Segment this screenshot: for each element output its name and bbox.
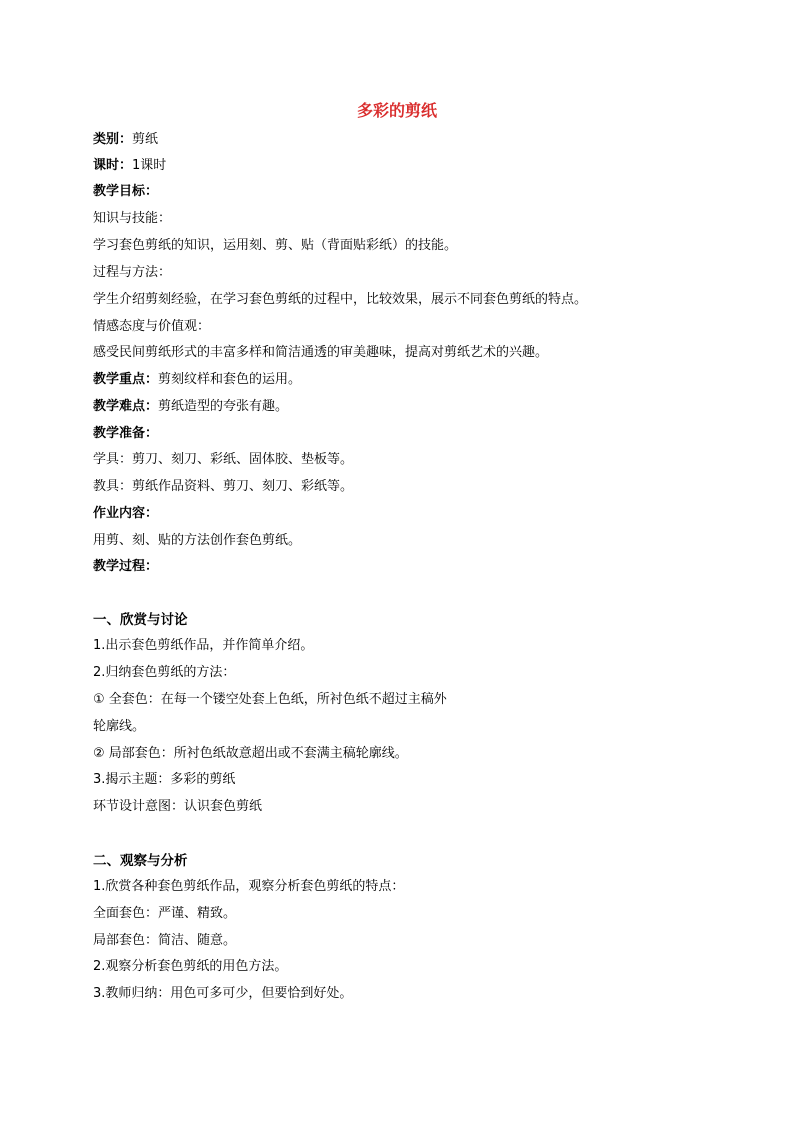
hours-value: 1课时	[132, 158, 167, 173]
objectives-heading: 教学目标：	[93, 184, 159, 199]
knowledge-text: 学习套色剪纸的知识，运用刻、剪、贴（背面贴彩纸）的技能。	[93, 238, 458, 253]
section1-line5: ② 局部套色：所衬色纸故意超出或不套满主稿轮廓线。	[93, 746, 408, 761]
hours-label: 课时：	[93, 158, 133, 173]
section1-line2: 2.归纳套色剪纸的方法：	[93, 665, 236, 680]
section2-line2: 全面套色：严谨、精致。	[93, 906, 237, 921]
section2-line1: 1.欣赏各种套色剪纸作品，观察分析套色剪纸的特点：	[93, 879, 405, 894]
emotion-text: 感受民间剪纸形式的丰富多样和简洁通透的审美趣味，提高对剪纸艺术的兴趣。	[93, 345, 549, 360]
knowledge-heading: 知识与技能：	[93, 211, 172, 226]
section1-line1: 1.出示套色剪纸作品，并作简单介绍。	[93, 638, 314, 653]
category-line	[93, 130, 158, 150]
section1-line4: 轮廓线。	[93, 719, 146, 734]
homework-text: 用剪、刻、贴的方法创作套色剪纸。	[93, 533, 302, 548]
preparation-heading: 教学准备：	[93, 426, 159, 441]
category-value: 剪纸	[132, 132, 159, 147]
section2-line3: 局部套色：简洁、随意。	[93, 933, 237, 948]
category-label: 类别：	[93, 132, 133, 147]
section1-line3: ① 全套色：在每一个镂空处套上色纸，所衬色纸不超过主稿外	[93, 692, 447, 707]
difficulty-text: 剪纸造型的夸张有趣。	[158, 399, 289, 414]
student-tools: 学具：剪刀、刻刀、彩纸、固体胶、垫板等。	[93, 452, 354, 467]
process-method-text: 学生介绍剪刻经验，在学习套色剪纸的过程中，比较效果，展示不同套色剪纸的特点。	[93, 292, 588, 307]
key-point-text: 剪刻纹样和套色的运用。	[158, 372, 302, 387]
homework-heading: 作业内容：	[93, 506, 159, 521]
section2-heading: 二、观察与分析	[93, 853, 188, 869]
section2-line5: 3.教师归纳：用色可多可少，但要恰到好处。	[93, 986, 353, 1001]
document-title: 多彩的剪纸	[356, 101, 437, 120]
key-point-line	[93, 370, 301, 390]
process-method-heading: 过程与方法：	[93, 265, 172, 280]
difficulty-line	[93, 397, 288, 417]
teacher-tools: 教具：剪纸作品资料、剪刀、刻刀、彩纸等。	[93, 479, 354, 494]
difficulty-label: 教学难点：	[93, 399, 159, 414]
process-heading: 教学过程：	[93, 559, 159, 574]
section2-line4: 2.观察分析套色剪纸的用色方法。	[93, 959, 288, 974]
emotion-heading: 情感态度与价值观：	[93, 319, 211, 334]
section1-heading: 一、欣赏与讨论	[93, 612, 188, 628]
section1-line7: 环节设计意图：认识套色剪纸	[93, 799, 263, 814]
section1-line6: 3.揭示主题：多彩的剪纸	[93, 772, 236, 787]
hours-line	[93, 156, 166, 176]
key-point-label: 教学重点：	[93, 372, 159, 387]
